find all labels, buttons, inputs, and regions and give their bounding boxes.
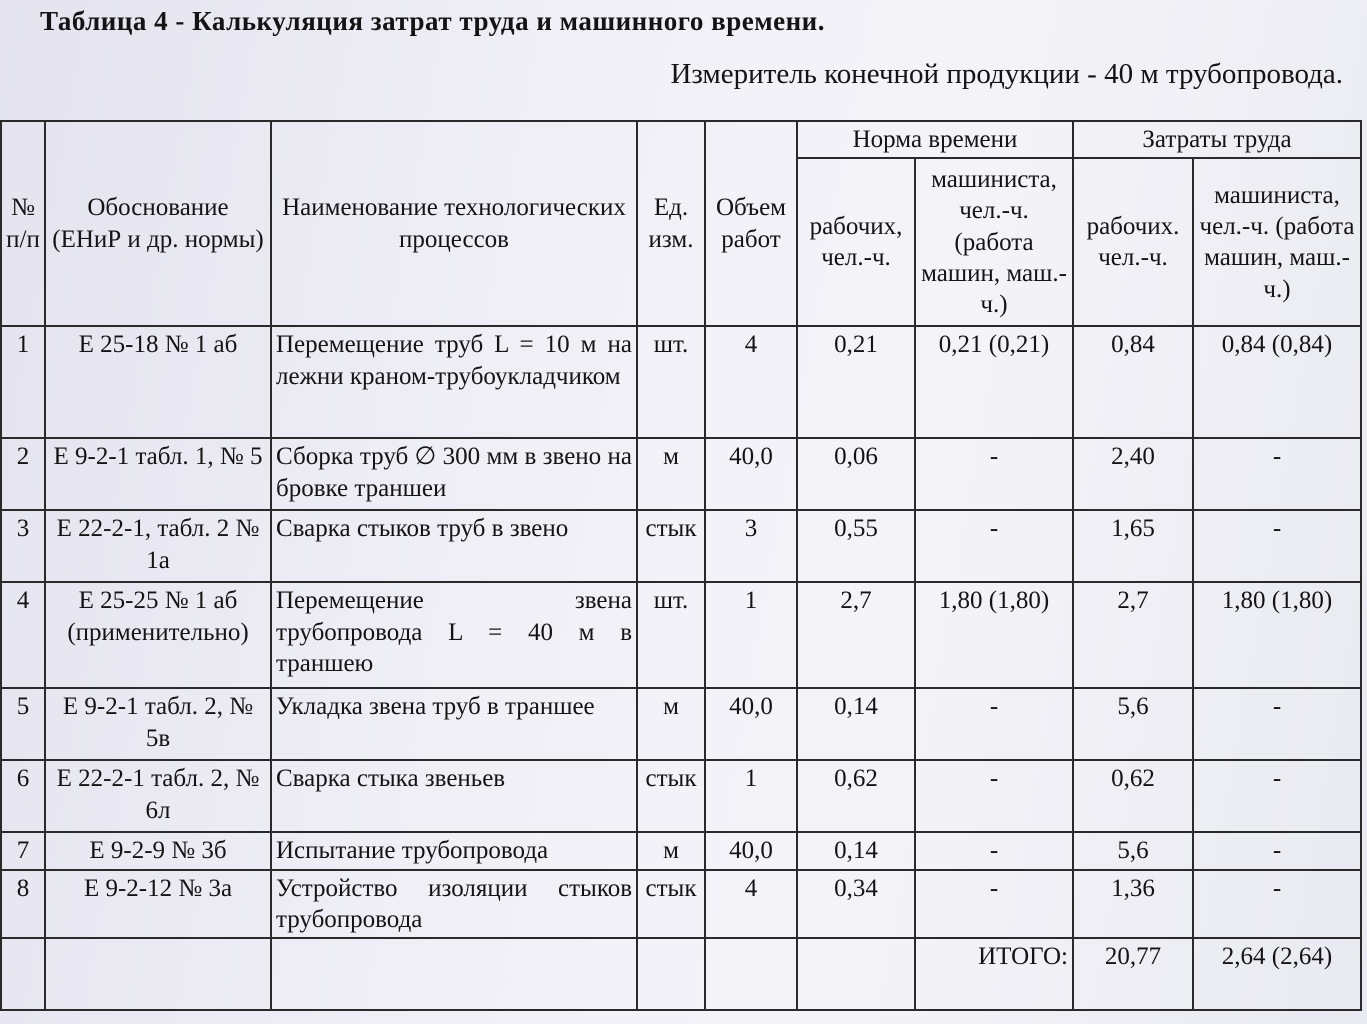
total-row [1,938,1361,1010]
table-title: Таблица 4 - Калькуляция затрат труда и машинного времени. [40,6,825,36]
table-row [1,326,1361,438]
row-basis: Е 9-2-12 № 3а [45,870,271,939]
row-num: 1 [1,326,45,438]
row-norm-machinist: - [915,510,1073,582]
row-norm-workers: 0,62 [797,760,915,832]
total-label: ИТОГО: [915,938,1073,1010]
row-unit: шт. [637,326,705,438]
row-volume: 40,0 [705,438,797,510]
table-row [1,870,1361,939]
row-labor-machinist: - [1193,688,1361,760]
row-labor-workers: 2,7 [1073,582,1193,688]
table-row [1,760,1361,832]
row-basis: Е 22-2-1 табл. 2, № 6л [45,760,271,832]
labor-calculation-table [0,120,1362,1011]
row-labor-machinist: - [1193,760,1361,832]
row-norm-workers: 0,21 [797,326,915,438]
table-row [1,582,1361,688]
total-empty-cell [705,938,797,1010]
row-num: 6 [1,760,45,832]
row-basis: Е 9-2-1 табл. 2, № 5в [45,688,271,760]
row-norm-workers: 0,55 [797,510,915,582]
total-labor-workers: 20,77 [1073,938,1193,1010]
row-volume: 40,0 [705,832,797,869]
row-unit: стык [637,870,705,939]
table-row [1,832,1361,869]
row-norm-machinist: - [915,688,1073,760]
row-unit: м [637,438,705,510]
row-norm-machinist: - [915,870,1073,939]
table-row [1,438,1361,510]
row-labor-workers: 1,65 [1073,510,1193,582]
row-norm-machinist: - [915,760,1073,832]
row-num: 2 [1,438,45,510]
row-basis: Е 25-25 № 1 аб (применительно) [45,582,271,688]
row-unit: шт. [637,582,705,688]
header-norm-machinist: машиниста, чел.-ч. (работа машин, маш.-ч.) [915,158,1073,326]
table-row [1,688,1361,760]
row-process: Сварка стыка звеньев [271,760,637,832]
row-num: 3 [1,510,45,582]
row-process: Перемещение звена трубопровода L = 40 м в траншею [271,582,637,688]
row-labor-machinist: - [1193,438,1361,510]
row-process: Укладка звена труб в траншее [271,688,637,760]
row-unit: м [637,832,705,869]
row-norm-workers: 0,34 [797,870,915,939]
row-basis: Е 9-2-1 табл. 1, № 5 [45,438,271,510]
header-labor-group: Затраты труда [1073,121,1361,158]
row-labor-workers: 0,84 [1073,326,1193,438]
row-labor-machinist: - [1193,510,1361,582]
row-norm-workers: 0,14 [797,688,915,760]
row-volume: 4 [705,326,797,438]
row-unit: стык [637,760,705,832]
row-volume: 4 [705,870,797,939]
header-norm-group: Норма времени [797,121,1073,158]
table-subtitle: Измеритель конечной продукции - 40 м трубопровода. [670,58,1343,90]
row-process: Сборка труб ∅ 300 мм в звено на бровке траншеи [271,438,637,510]
row-labor-workers: 5,6 [1073,832,1193,869]
row-basis: Е 22-2-1, табл. 2 № 1а [45,510,271,582]
row-norm-machinist: - [915,832,1073,869]
header-norm-workers: рабочих, чел.-ч. [797,158,915,326]
row-norm-workers: 0,06 [797,438,915,510]
row-labor-workers: 1,36 [1073,870,1193,939]
row-volume: 1 [705,760,797,832]
header-volume: Объем работ [705,121,797,326]
header-unit: Ед. изм. [637,121,705,326]
row-unit: стык [637,510,705,582]
total-empty-cell [637,938,705,1010]
row-num: 5 [1,688,45,760]
row-norm-workers: 0,14 [797,832,915,869]
row-num: 7 [1,832,45,869]
row-process: Устройство изоляции стыков трубопровода [271,870,637,939]
row-volume: 3 [705,510,797,582]
row-labor-workers: 2,40 [1073,438,1193,510]
row-labor-workers: 0,62 [1073,760,1193,832]
total-empty-cell [45,938,271,1010]
header-labor-machinist: машиниста, чел.-ч. (работа машин, маш.-ч.) [1193,158,1361,326]
row-norm-machinist: - [915,438,1073,510]
row-norm-machinist: 0,21 (0,21) [915,326,1073,438]
row-labor-workers: 5,6 [1073,688,1193,760]
table-row [1,510,1361,582]
total-empty-cell [797,938,915,1010]
row-labor-machinist: 1,80 (1,80) [1193,582,1361,688]
row-num: 4 [1,582,45,688]
total-empty-cell [271,938,637,1010]
row-process: Сварка стыков труб в звено [271,510,637,582]
row-norm-workers: 2,7 [797,582,915,688]
header-process: Наименование технологических процессов [271,121,637,326]
row-volume: 1 [705,582,797,688]
row-labor-machinist: - [1193,832,1361,869]
row-labor-machinist: 0,84 (0,84) [1193,326,1361,438]
total-empty-cell [1,938,45,1010]
row-process: Перемещение труб L = 10 м на лежни краном-трубоукладчиком [271,326,637,438]
header-num: № п/п [1,121,45,326]
row-process: Испытание трубопровода [271,832,637,869]
row-basis: Е 25-18 № 1 аб [45,326,271,438]
row-unit: м [637,688,705,760]
row-volume: 40,0 [705,688,797,760]
row-basis: Е 9-2-9 № 3б [45,832,271,869]
row-num: 8 [1,870,45,939]
row-norm-machinist: 1,80 (1,80) [915,582,1073,688]
header-basis: Обоснование (ЕНиР и др. нормы) [45,121,271,326]
header-labor-workers: рабочих. чел.-ч. [1073,158,1193,326]
row-labor-machinist: - [1193,870,1361,939]
total-labor-machinist: 2,64 (2,64) [1193,938,1361,1010]
